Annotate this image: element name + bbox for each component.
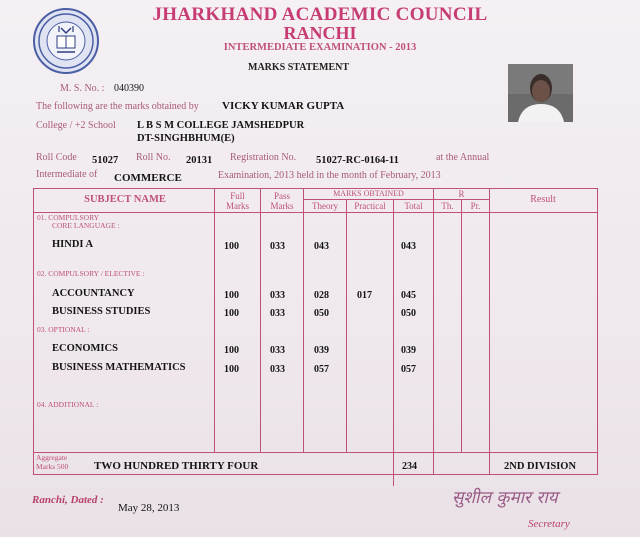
table-row-subject: BUSINESS STUDIES [52,306,151,317]
col-divider [260,188,261,452]
roll-no-label: Roll No. [136,152,171,163]
table-row-subject: ECONOMICS [52,343,118,354]
document-type: MARKS STATEMENT [248,62,350,73]
council-title: JHARKHAND ACADEMIC COUNCIL [152,4,488,25]
header-r: R [458,189,465,199]
table-row-practical: 017 [357,290,372,301]
section-compulsory: 01. COMPULSORY [37,213,100,222]
col-divider [346,199,347,452]
table-row-pass: 033 [270,241,285,252]
college-district: DT-SINGHBHUM(E) [137,133,235,144]
header-full-1: Full [230,191,245,201]
aggregate-label: Aggregate [36,453,68,462]
table-row-total: 045 [401,290,416,301]
header-total: Total [404,201,423,211]
table-row-total: 043 [401,241,416,252]
place-label: Ranchi, Dated : [32,494,104,506]
header-practical: Practical [354,201,386,211]
section-compulsory-elective: 02. COMPULSORY / ELECTIVE : [37,269,145,278]
roll-code-label: Roll Code [36,152,77,163]
aggregate-words: TWO HUNDRED THIRTY FOUR [94,460,259,472]
section-optional: 03. OPTIONAL : [37,325,90,334]
table-row-theory: 028 [314,290,329,301]
table-row-full: 100 [224,364,239,375]
table-row-full: 100 [224,308,239,319]
table-row-pass: 033 [270,345,285,356]
obtained-subdivider [303,199,433,200]
table-row-full: 100 [224,345,239,356]
registration-label: Registration No. [230,152,297,163]
section-additional: 04. ADDITIONAL : [37,400,99,409]
table-row-theory: 050 [314,308,329,319]
table-row-total: 039 [401,345,416,356]
table-row-subject: BUSINESS MATHEMATICS [52,362,186,373]
col-divider [303,188,304,452]
header-th: Th. [441,201,454,211]
header-theory: Theory [312,201,338,211]
table-row-theory: 057 [314,364,329,375]
table-row-subject: ACCOUNTANCY [52,288,135,299]
stream-value: COMMERCE [114,172,182,184]
division-result: 2ND DIVISION [504,461,577,472]
header-pass-1: Pass [273,191,290,201]
header-divider [33,212,598,213]
college-name: L B S M COLLEGE JAMSHEDPUR [137,120,305,131]
table-row-full: 100 [224,241,239,252]
roll-code-value: 51027 [92,155,119,166]
table-row-subject: HINDI A [52,239,94,250]
council-city: RANCHI [283,23,357,43]
student-photo [508,64,573,122]
college-label: College / +2 School [36,120,116,131]
header-obtained: MARKS OBTAINED [333,189,404,198]
table-row-total: 050 [401,308,416,319]
header-result: Result [530,194,556,205]
aggregate-total: 234 [402,461,417,472]
section-core-language: CORE LANGUAGE : [52,221,120,230]
col-divider [214,188,215,452]
student-name: VICKY KUMAR GUPTA [222,100,345,112]
student-portrait-icon [508,64,573,122]
header-subject: SUBJECT NAME [84,194,166,205]
col-divider [489,188,490,475]
aggregate-max-label: Marks 500 [36,462,69,471]
table-row-pass: 033 [270,290,285,301]
roll-no-value: 20131 [186,155,213,166]
col-divider [433,188,434,475]
registration-value: 51027-RC-0164-11 [316,155,399,166]
table-row-theory: 039 [314,345,329,356]
intermediate-label: Intermediate of [36,169,98,180]
obtained-by-label: The following are the marks obtained by [36,101,199,112]
division-underline [496,474,578,475]
exam-title: INTERMEDIATE EXAMINATION - 2013 [223,42,417,53]
header-pr: Pr. [470,201,481,211]
issue-date: May 28, 2013 [118,502,180,514]
header-full-2: Marks [226,201,249,211]
table-row-pass: 033 [270,364,285,375]
header-pass-2: Marks [270,201,294,211]
table-row-theory: 043 [314,241,329,252]
marks-table [33,188,598,475]
ms-no-label: M. S. No. : [60,83,105,94]
secretary-signature: सुशील कुमार राय [452,488,558,508]
col-divider [393,199,394,486]
table-row-full: 100 [224,290,239,301]
annual-label: at the Annual [436,152,490,163]
signatory-title: Secretary [528,518,570,530]
aggregate-divider [33,452,598,453]
table-row-total: 057 [401,364,416,375]
ms-no-value: 040390 [114,83,144,94]
col-divider [461,199,462,452]
exam-month-text: Examination, 2013 held in the month of February, 2013 [218,170,441,181]
table-row-pass: 033 [270,308,285,319]
